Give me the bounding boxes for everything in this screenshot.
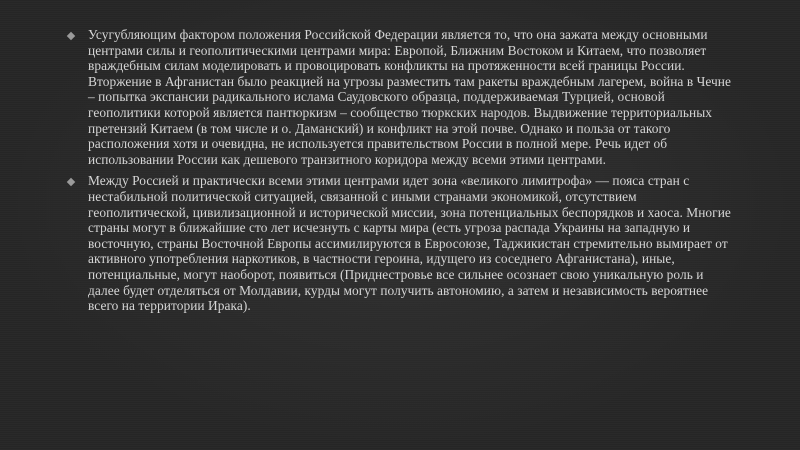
bullet-paragraph bbox=[68, 173, 734, 313]
diamond-bullet-icon bbox=[67, 178, 75, 186]
diamond-bullet-icon bbox=[67, 32, 75, 40]
bullet-paragraph bbox=[68, 27, 734, 167]
paragraph-text: Между Россией и практически всеми этими центрами идет зона «великого лимитрофа» — пояса стран с нестабильной политической ситуацией, связанной с иными странами экономикой, отсутствием геополитической, цивилизационной и исторической миссии, зона потенциальных беспорядков и хаоса. Многие страны могут в ближайшие сто лет исчезнуть с карты мира (есть угроза распада Украины на западную и восточную, страны Восточной Европы ассимилируются в Евросоюзе, Таджикистан стремительно вымирает от активного употребления наркотиков, в частности героина, идущего из соседнего Афганистана), иные, потенциальные, могут наоборот, появиться (Приднестровье все сильнее осознает свою уникальную роль и далее будет отделяться от Молдавии, курды могут получить автономию, а затем и независимость вероятнее всего на территории Ирака). bbox=[88, 173, 731, 314]
slide-body bbox=[68, 27, 734, 320]
paragraph-text: Усугубляющим фактором положения Российской Федерации является то, что она зажата между основными центрами силы и геополитическими центрами мира: Европой, Ближним Востоком и Китаем, что позволяет враждебным силам моделировать и провоцировать конфликты на протяженности всей границы России. Вторжение в Афганистан было реакцией на угрозы разместить там ракеты враждебным лагерем, война в Чечне – попытка экспансии радикального ислама Саудовского образца, поддерживаемая Турцией, основой геополитики которой является пантюркизм – сообщество тюркских народов. Выдвижение территориальных претензий Китаем (в том числе и о. Даманский) и конфликт на этой почве. Однако и польза от такого расположения хотя и очевидна, не используется правительством России в полной мере. Речь идет об использовании России как дешевого транзитного коридора между всеми этими центрами. bbox=[88, 27, 731, 167]
